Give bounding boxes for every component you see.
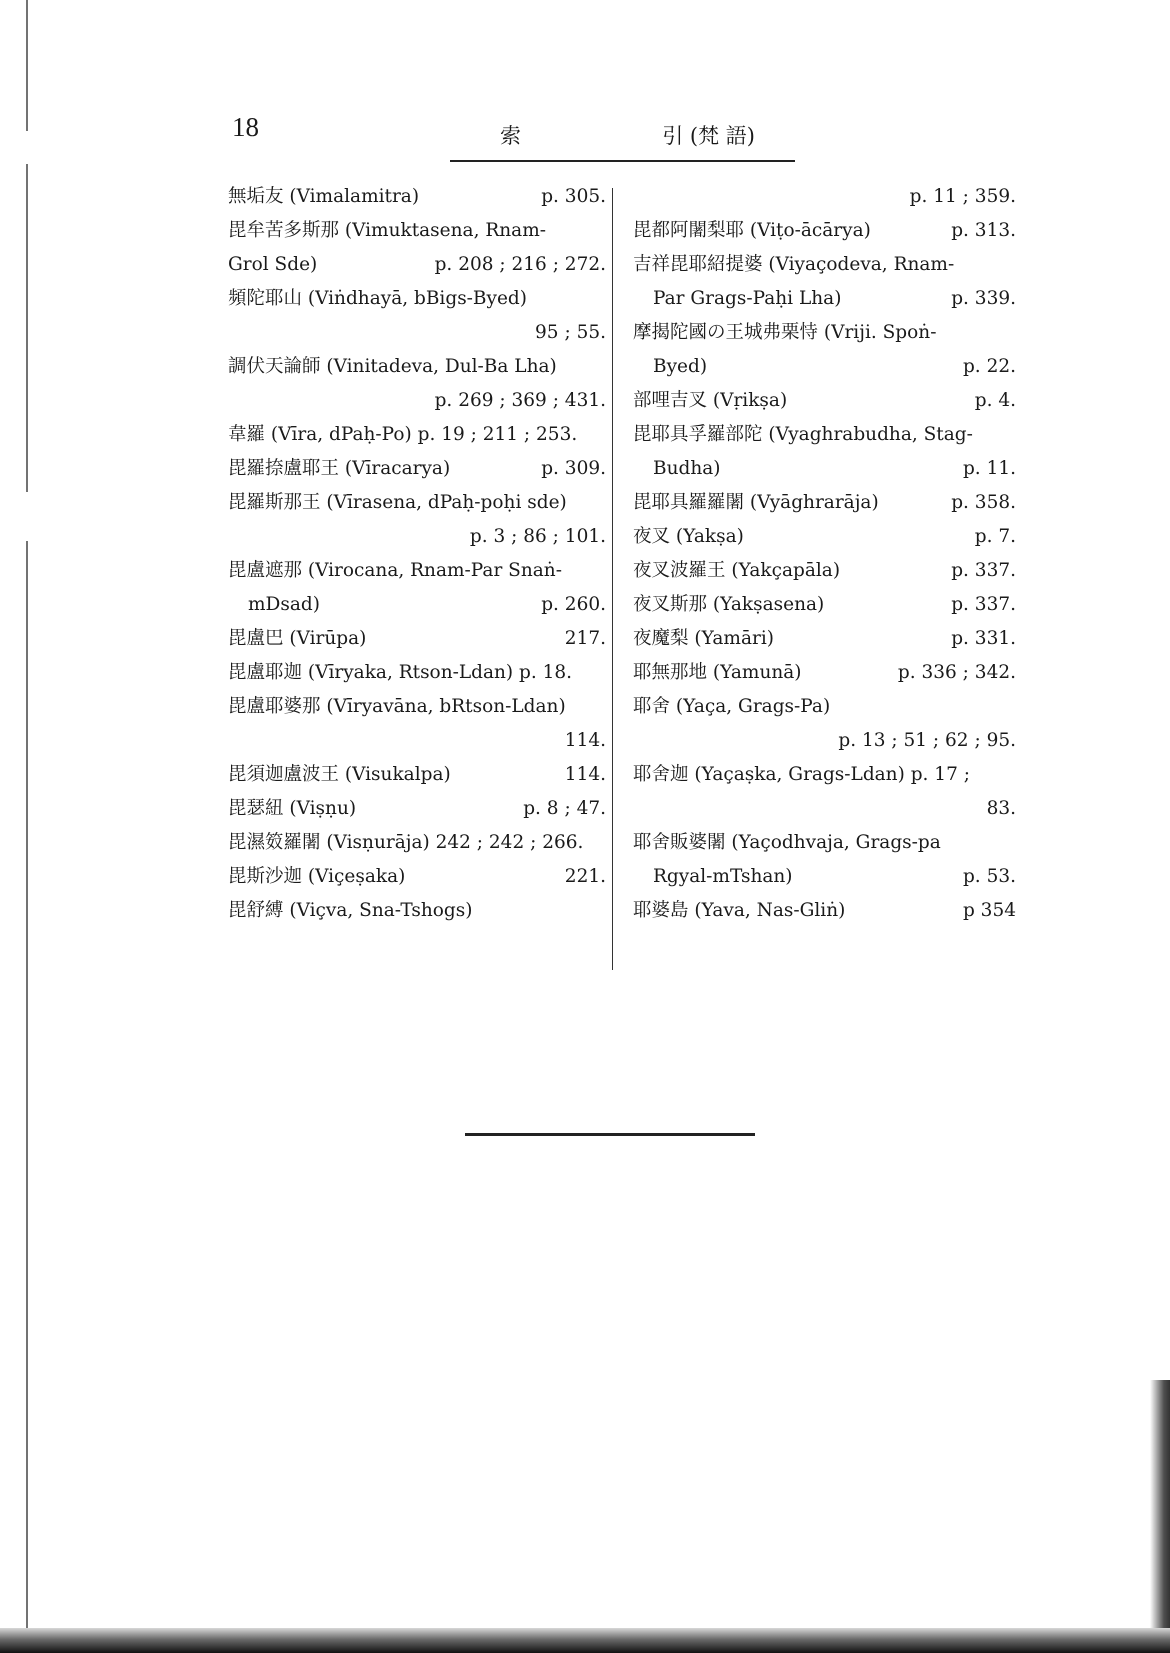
index-page-ref [598, 214, 606, 248]
index-entry-text: 毘須迦盧波王 (Visukalpa) [228, 764, 451, 785]
index-line [633, 860, 1016, 894]
index-page-ref: p. 3 ; 86 ; 101. [469, 526, 606, 547]
index-entry-text: Rgyal-mTshan) [653, 866, 793, 887]
index-entry-text: 毘牟苦多斯那 (Vimuktasena, Rnam- [228, 220, 546, 241]
index-line [633, 418, 1016, 452]
index-page-ref: p. 13 ; 51 ; 62 ; 95. [838, 730, 1016, 751]
index-line [228, 622, 606, 656]
scan-bottom-edge [0, 1628, 1170, 1653]
index-page-ref: p. 4. [974, 390, 1016, 411]
index-page-ref: p. 337. [951, 560, 1016, 581]
index-entry-text: 無垢友 (Vimalamitra) [228, 186, 420, 207]
index-entry-text: 毘瑟紐 (Viṣṇu) [228, 798, 357, 819]
index-line [228, 690, 606, 724]
index-line [228, 860, 606, 894]
scan-edge-shadow [1150, 1380, 1170, 1630]
index-line [228, 894, 606, 928]
index-page-ref [1008, 690, 1016, 724]
index-line [228, 588, 606, 622]
index-column-right [633, 180, 1016, 928]
index-page-ref [598, 282, 606, 316]
index-line [633, 180, 1016, 214]
index-line [228, 214, 606, 248]
index-entry-text: 毘濕笯羅闍 (Visṇurāja) 242 ; 242 ; 266. [228, 832, 584, 853]
index-entry-text: Par Grags-Paḥi Lha) [653, 288, 842, 309]
scan-margin-line [26, 0, 28, 1640]
index-line [228, 350, 606, 384]
index-page-ref: p. 309. [541, 458, 606, 479]
index-entry-text: 耶舍販婆闍 (Yaçodhvaja, Grags-pa [633, 832, 941, 853]
index-page-ref: p. 11 ; 359. [909, 186, 1016, 207]
index-page-ref: p. 331. [951, 628, 1016, 649]
index-line [633, 554, 1016, 588]
index-line [633, 384, 1016, 418]
index-page-ref: p. 260. [541, 594, 606, 615]
end-rule [465, 1133, 755, 1136]
index-page-ref: 217. [564, 628, 606, 649]
index-page-ref: p. 337. [951, 594, 1016, 615]
index-page-ref: p. 313. [951, 220, 1016, 241]
index-page-ref [1008, 248, 1016, 282]
index-line [228, 486, 606, 520]
index-page-ref: p. 358. [951, 492, 1016, 513]
index-entry-text: Grol Sde) [228, 254, 318, 275]
index-line [633, 248, 1016, 282]
index-page-ref: 114. [564, 730, 606, 751]
index-page-ref: 114. [564, 764, 606, 785]
index-line [228, 282, 606, 316]
index-entry-text: 調伏天論師 (Vinitadeva, Dul-Ba Lha) [228, 356, 557, 377]
index-line [228, 792, 606, 826]
column-divider [612, 188, 613, 970]
index-page-ref: p. 8 ; 47. [523, 798, 606, 819]
index-page-ref: p. 305. [541, 186, 606, 207]
index-line [228, 520, 606, 554]
index-line [633, 520, 1016, 554]
index-entry-text: 吉祥毘耶紹提婆 (Viyaçodeva, Rnam- [633, 254, 955, 275]
index-entry-text: 夜叉斯那 (Yakṣasena) [633, 594, 825, 615]
index-line [228, 180, 606, 214]
index-line [228, 248, 606, 282]
index-page-ref [598, 418, 606, 452]
index-entry-text: 夜魔梨 (Yamāri) [633, 628, 774, 649]
index-entry-text: Budha) [653, 458, 721, 479]
index-page-ref [1008, 316, 1016, 350]
index-page-ref [598, 656, 606, 690]
index-column-left [228, 180, 606, 928]
index-line [633, 486, 1016, 520]
index-page-ref: 221. [564, 866, 606, 887]
index-entry-text: 毘盧遮那 (Virocana, Rnam-Par Snaṅ- [228, 560, 562, 581]
index-page-ref: p. 22. [962, 356, 1016, 377]
index-line [633, 724, 1016, 758]
index-entry-text: 毘盧巴 (Virūpa) [228, 628, 367, 649]
index-line [633, 282, 1016, 316]
index-entry-text: Byed) [653, 356, 708, 377]
index-line [633, 452, 1016, 486]
index-entry-text: 毘羅捺盧耶王 (Vīracarya) [228, 458, 451, 479]
index-line [633, 826, 1016, 860]
index-entry-text: 耶舍迦 (Yaçaṣka, Grags-Ldan) p. 17 ; [633, 764, 970, 785]
index-page-ref: p. 208 ; 216 ; 272. [434, 254, 606, 275]
running-title-left: 索 [500, 124, 521, 148]
index-entry-text: 毘都阿闍梨耶 (Viṭo-ācārya) [633, 220, 871, 241]
index-line [228, 384, 606, 418]
index-line [228, 724, 606, 758]
index-page-ref: 83. [986, 798, 1016, 819]
index-line [633, 792, 1016, 826]
index-entry-text: mDsad) [248, 594, 320, 615]
index-page-ref [598, 554, 606, 588]
index-page-ref: p. 336 ; 342. [897, 662, 1016, 683]
index-entry-text: 毘盧耶婆那 (Vīryavāna, bRtson-Ldan) [228, 696, 566, 717]
index-entry-text: 夜叉 (Yakṣa) [633, 526, 744, 547]
index-entry-text: 頻陀耶山 (Viṅdhayā, bBigs-Byed) [228, 288, 527, 309]
index-entry-text: 毘斯沙迦 (Viçeṣaka) [228, 866, 406, 887]
index-entry-text: 毘舒縛 (Viçva, Sna-Tshogs) [228, 900, 473, 921]
index-line [228, 316, 606, 350]
index-line [633, 588, 1016, 622]
running-title [450, 120, 795, 150]
index-page-ref [598, 826, 606, 860]
index-entry-text: 耶婆島 (Yava, Nas-Gliṅ) [633, 900, 846, 921]
index-line [228, 758, 606, 792]
index-page-ref [1008, 418, 1016, 452]
index-page-ref [598, 894, 606, 928]
index-page-ref: p. 7. [974, 526, 1016, 547]
index-line [228, 826, 606, 860]
index-line [633, 690, 1016, 724]
index-page-ref: p 354 [962, 900, 1016, 921]
index-page-ref [598, 350, 606, 384]
index-entry-text: 毘羅斯那王 (Vīrasena, dPaḥ-poḥi sde) [228, 492, 567, 513]
index-page-ref: p. 269 ; 369 ; 431. [434, 390, 606, 411]
index-entry-text: 耶舍 (Yaça, Grags-Pa) [633, 696, 831, 717]
index-entry-text: 毘耶具孚羅部陀 (Vyaghrabudha, Stag- [633, 424, 973, 445]
index-line [228, 452, 606, 486]
index-page-ref [1008, 826, 1016, 860]
index-entry-text: 夜叉波羅王 (Yakçapāla) [633, 560, 841, 581]
page-number: 18 [232, 112, 259, 142]
index-line [633, 622, 1016, 656]
index-entry-text: 部哩吉叉 (Vṛikṣa) [633, 390, 788, 411]
index-line [228, 418, 606, 452]
index-entry-text: 毘盧耶迦 (Vīryaka, Rtson-Ldan) p. 18. [228, 662, 573, 683]
index-line [633, 350, 1016, 384]
running-title-right: 引 (梵 語) [662, 124, 755, 148]
index-page-ref: 95 ; 55. [535, 322, 606, 343]
index-line [633, 316, 1016, 350]
index-line [633, 758, 1016, 792]
index-line [633, 656, 1016, 690]
index-entry-text: 韋羅 (Vīra, dPaḥ-Po) p. 19 ; 211 ; 253. [228, 424, 578, 445]
index-page-ref [1008, 758, 1016, 792]
index-page-ref [598, 690, 606, 724]
index-page-ref: p. 53. [962, 866, 1016, 887]
index-entry-text: 耶無那地 (Yamunā) [633, 662, 802, 683]
index-line [633, 214, 1016, 248]
index-page-ref: p. 339. [951, 288, 1016, 309]
index-page-ref [598, 486, 606, 520]
index-entry-text: 毘耶具羅羅闍 (Vyāghrarāja) [633, 492, 879, 513]
header-rule [450, 160, 795, 162]
index-line [228, 554, 606, 588]
index-line [633, 894, 1016, 928]
index-entry-text: 摩揭陀國の王城弗栗恃 (Vriji. Spoṅ- [633, 322, 937, 343]
index-page-ref: p. 11. [962, 458, 1016, 479]
index-line [228, 656, 606, 690]
